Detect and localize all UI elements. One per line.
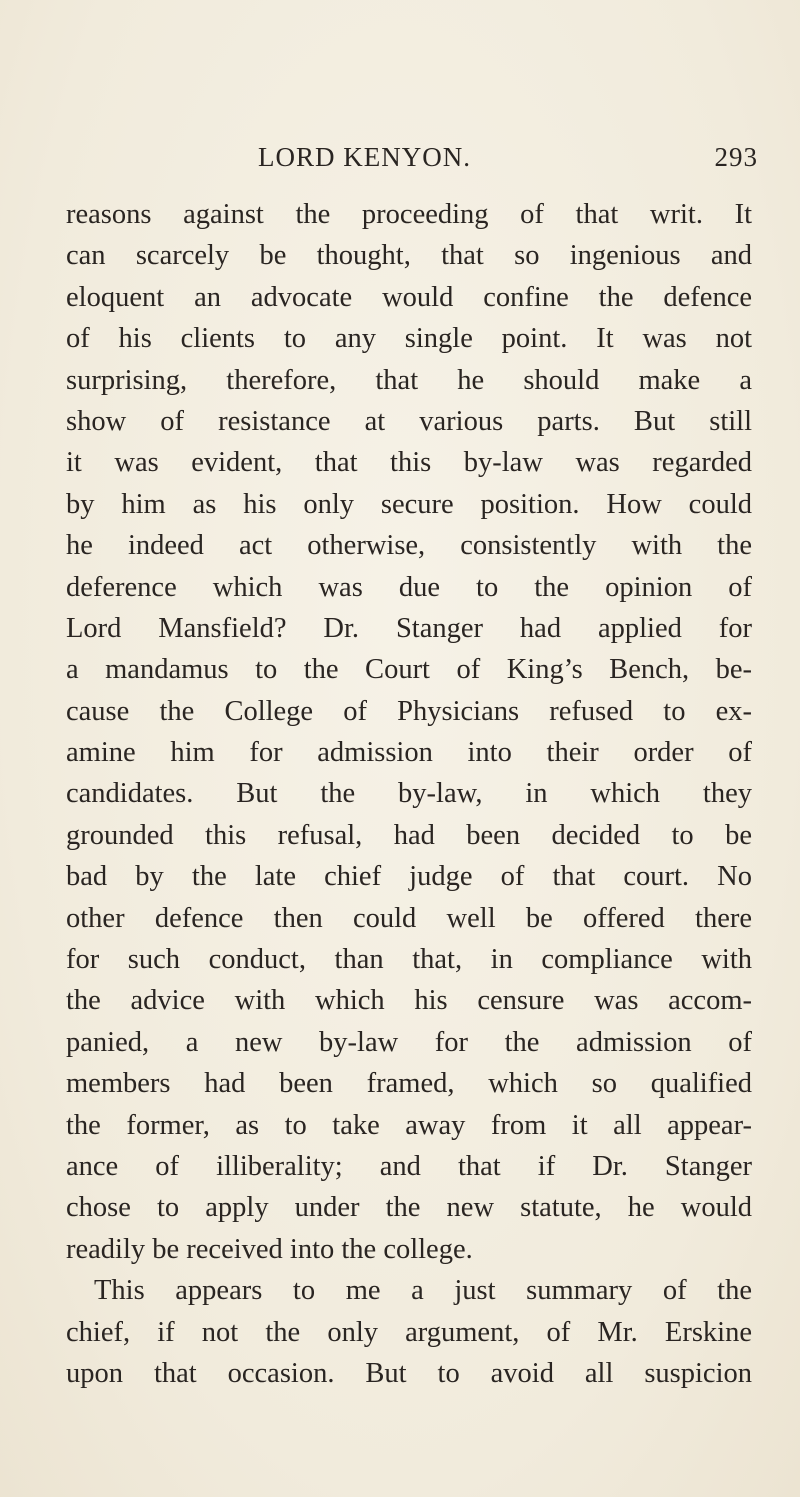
text-line: eloquent an advocate would confine the defence — [66, 281, 752, 313]
text-line: ance of illiberality; and that if Dr. Stanger — [66, 1150, 752, 1182]
text-line: upon that occasion. But to avoid all suspicion — [66, 1357, 752, 1389]
running-head — [258, 142, 758, 182]
text-line: of his clients to any single point. It was not — [66, 323, 752, 355]
text-line: chief, if not the only argument, of Mr. Erskine — [66, 1316, 752, 1348]
text-line: panied, a new by-law for the admission of — [66, 1026, 752, 1058]
body-text — [66, 194, 752, 1394]
text-line: the advice with which his censure was accom- — [66, 985, 752, 1017]
text-line: candidates. But the by-law, in which they — [66, 778, 752, 810]
text-line: This appears to me a just summary of the — [94, 1275, 752, 1307]
text-line: bad by the late chief judge of that court. No — [66, 861, 752, 893]
text-line: grounded this refusal, had been decided to be — [66, 819, 752, 851]
text-line: by him as his only secure position. How could — [66, 488, 752, 520]
text-line: cause the College of Physicians refused to ex- — [66, 695, 752, 727]
text-line: the former, as to take away from it all appear- — [66, 1109, 752, 1141]
page-number: 293 — [714, 142, 758, 172]
text-line: show of resistance at various parts. But still — [66, 405, 752, 437]
text-line: members had been framed, which so qualified — [66, 1068, 752, 1100]
text-line: readily be received into the college. — [66, 1233, 473, 1265]
running-title: LORD KENYON. — [258, 142, 471, 172]
text-line: chose to apply under the new statute, he would — [66, 1192, 752, 1224]
text-line: a mandamus to the Court of King’s Bench, be- — [66, 654, 752, 686]
text-line: deference which was due to the opinion of — [66, 571, 752, 603]
text-line: reasons against the proceeding of that writ. It — [66, 199, 752, 230]
text-line: amine him for admission into their order of — [66, 737, 752, 769]
text-line: surprising, therefore, that he should make a — [66, 364, 752, 396]
text-line: Lord Mansfield? Dr. Stanger had applied for — [66, 612, 752, 644]
text-line: other defence then could well be offered there — [66, 902, 752, 934]
text-line: can scarcely be thought, that so ingenious and — [66, 240, 752, 272]
text-line: it was evident, that this by-law was regarded — [66, 447, 752, 479]
text-line: for such conduct, than that, in compliance with — [66, 944, 752, 976]
text-line: he indeed act otherwise, consistently with the — [66, 530, 752, 562]
